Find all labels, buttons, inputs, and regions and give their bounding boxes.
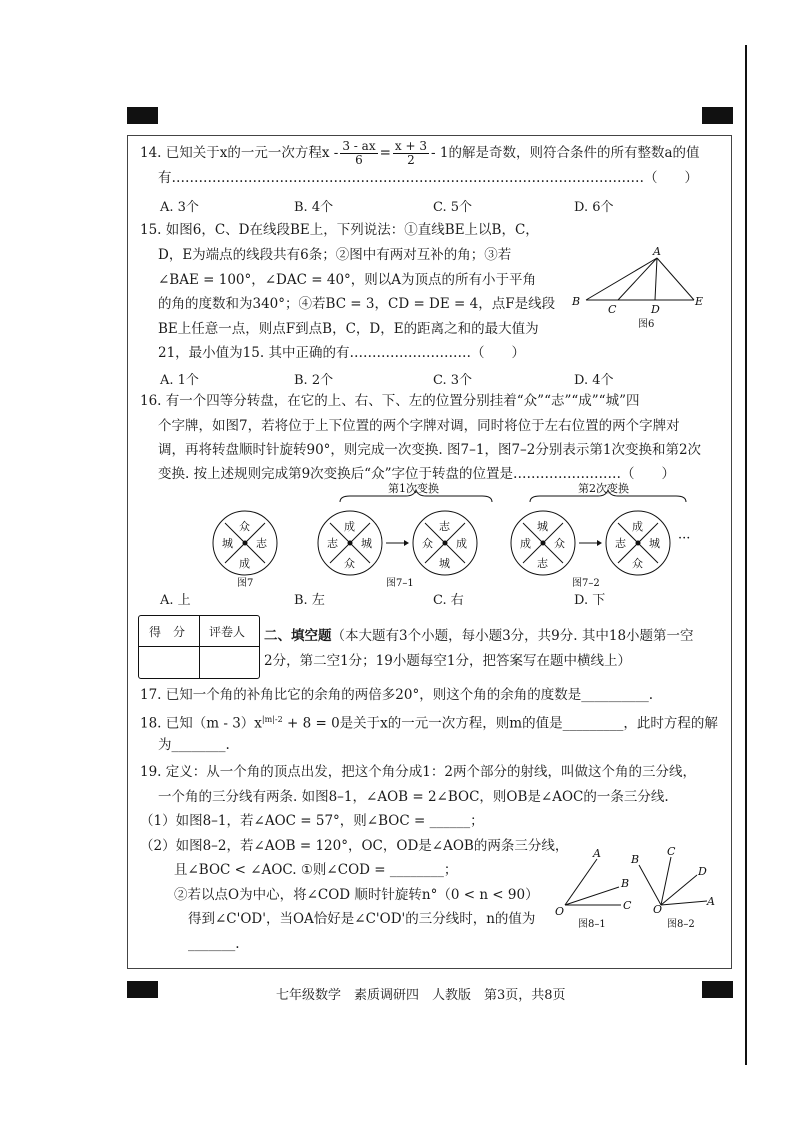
q14-frac2-denominator: 2 [407, 153, 415, 167]
fig6-line-ae [657, 258, 694, 300]
question-16-line2: 个字牌，如图7，若将位于上下位置的两个字牌对调，同时将位于左右位置的两个字牌对 [158, 418, 680, 434]
dial-fig7 [213, 511, 277, 575]
dial-2-top: 成 [344, 520, 355, 533]
dial-3-top: 志 [439, 520, 450, 533]
registration-mark-top-right [702, 107, 733, 124]
section-2-header [264, 624, 694, 648]
dial-fig7-1-a [318, 511, 382, 575]
q14-option-a[interactable]: A. 3个 [160, 200, 199, 215]
caption-fig7-2: 图7–2 [572, 578, 600, 589]
dial-3-bottom: 城 [439, 557, 450, 570]
dial-5-left: 志 [615, 537, 626, 550]
question-19-part1[interactable]: （1）如图8–1，若∠AOC = 57°，则∠BOC = ______； [140, 813, 484, 829]
dial-3-left: 众 [422, 537, 433, 550]
question-15-line2: D，E为端点的线段共有6条；②图中有两对互补的角；③若 [158, 247, 512, 263]
dial-fig7-2-b [606, 511, 670, 575]
dial-4-left: 成 [520, 537, 531, 550]
figure-7-dials [200, 480, 720, 590]
q14-frac1-numerator: 3 - ax [342, 139, 376, 153]
page-footer: 七年级数学 素质调研四 人教版 第3页，共8页 [276, 988, 566, 1003]
dial-5-right: 城 [649, 537, 660, 550]
question-16-line1: 16. 有一个四等分转盘，在它的上、右、下、左的位置分别挂着“众”“志”“成”“城”四 [140, 393, 640, 409]
question-16-line3: 调，再将转盘顺时针旋转90°，则完成一次变换. 图7–1，图7–2分别表示第1次变换和第2次 [158, 442, 702, 458]
question-19-line1: 19. 定义：从一个角的顶点出发，把这个角分成1：2两个部分的射线，叫做这个角的三分线， [140, 764, 696, 780]
q14-suffix: - 1的解是奇数，则符合条件的所有整数a的值 [431, 145, 700, 161]
fig8-2-label-b: B [631, 853, 640, 866]
question-19-part2-line1: （2）如图8–2，若∠AOB = 120°，OC，OD是∠AOB的两条三分线， [140, 838, 569, 854]
dial-2-left: 志 [327, 537, 338, 550]
dial-fig7-right: 志 [256, 537, 267, 550]
dial-5-bottom: 众 [632, 557, 643, 570]
q18-part-b: + 8 = 0是关于x的一元一次方程，则m的值是_________，此时方程的解 [282, 715, 718, 732]
score-label: 得 分 [149, 625, 186, 639]
fig8-2-label-d: D [698, 865, 707, 878]
question-15-line5: BE上任意一点，则点F到点B，C，D，E的距离之和的最大值为 [158, 321, 539, 337]
dial-fig7-bottom: 成 [239, 557, 250, 570]
dial-5-top: 成 [632, 520, 643, 533]
section-2-desc-1: （本大题有3个小题，每小题3分，共9分. 其中18小题第一空 [331, 628, 694, 644]
q15-option-b[interactable]: B. 2个 [294, 373, 334, 388]
fig8-2-label-a: A [707, 895, 715, 908]
dial-fig7-2-a [511, 511, 575, 575]
score-box [138, 615, 260, 679]
dial-2-bottom: 众 [344, 557, 355, 570]
q14-frac1-denominator: 6 [355, 153, 363, 167]
q18-part-a: 18. 已知（m - 3）x [140, 715, 262, 732]
fig8-1-ray-oa [565, 859, 597, 905]
question-15-line4: 的角的度数和为340°；④若BC = 3，CD = DE = 4，点F是线段 [158, 296, 556, 312]
fig6-label-b: B [572, 295, 581, 308]
reviewer-input-cell[interactable] [200, 647, 258, 677]
q14-option-c[interactable]: C. 5个 [433, 200, 473, 215]
fig6-line-ad [655, 258, 657, 300]
question-17[interactable]: 17. 已知一个角的补角比它的余角的两倍多20°，则这个角的余角的度数是__________. [140, 687, 653, 703]
q14-equals: = [379, 145, 391, 161]
dial-fig7-left: 城 [222, 537, 233, 550]
fig8-1-caption: 图8–1 [578, 919, 606, 930]
q15-option-a[interactable]: A. 1个 [160, 373, 199, 388]
registration-mark-bottom-right [702, 981, 733, 998]
section-2-desc-2: 2分，第二空1分；19小题每空1分，把答案写在题中横线上） [264, 653, 631, 669]
q16-option-b[interactable]: B. 左 [294, 593, 325, 608]
fig6-line-ac [618, 258, 657, 300]
q14-frac2-numerator: x + 3 [394, 139, 427, 153]
fig8-1-ray-ob [565, 887, 619, 905]
arrow-2-head [597, 540, 602, 546]
q15-option-c[interactable]: C. 3个 [433, 373, 473, 388]
score-input-cell[interactable] [140, 647, 198, 677]
q18-exponent: |m|-2 [261, 715, 283, 724]
question-18-line2[interactable]: 为________. [158, 737, 230, 753]
fig8-2-label-o: O [653, 903, 663, 916]
fig6-line-ab [586, 258, 657, 300]
dial-4-bottom: 志 [537, 557, 548, 570]
question-14-line2: 有……………………………………………………………………………………………（ ） [158, 170, 698, 186]
q14-fraction-2 [393, 140, 429, 167]
arrow-1-head [404, 540, 409, 546]
question-18-line1[interactable] [140, 708, 718, 736]
q14-option-b[interactable]: B. 4个 [294, 200, 334, 215]
registration-mark-bottom-left [127, 981, 158, 998]
fig8-1-label-a: A [593, 847, 601, 860]
dial-4-right: 众 [554, 537, 565, 550]
question-15-line6: 21，最小值为15. 其中正确的有………………………（ ） [158, 345, 525, 361]
dial-3-right: 成 [456, 537, 467, 550]
figure-6 [566, 245, 716, 335]
fig6-caption: 图6 [638, 319, 655, 330]
section-2-title: 二、填空题 [264, 628, 332, 644]
figure-8-2 [625, 845, 725, 930]
question-15-line1: 15. 如图6，C、D在线段BE上，下列说法：①直线BE上以B，C， [140, 222, 539, 238]
question-19-part2-line4: 得到∠C'OD'，当OA恰好是∠C'OD'的三分线时，n的值为 [188, 911, 536, 927]
fig8-2-caption: 图8–2 [667, 919, 695, 930]
fig6-label-c: C [608, 303, 617, 316]
question-16-line4: 变换. 按上述规则完成第9次变换后“众”字位于转盘的位置是……………………（ ） [158, 466, 675, 482]
q16-option-c[interactable]: C. 右 [433, 593, 464, 608]
brace-2-label: 第2次变换 [578, 482, 629, 495]
caption-fig7-1: 图7–1 [386, 578, 414, 589]
question-19-part2-line3: ②若以点O为中心，将∠COD 顺时针旋转n°（0 < n < 90） [174, 887, 539, 903]
question-19-part2-line5[interactable]: _______. [188, 936, 240, 952]
question-19-line2: 一个角的三分线有两条. 如图8–1，∠AOB = 2∠BOC，则OB是∠AOC的一条三分线. [158, 789, 669, 805]
fig8-2-label-c: C [667, 845, 676, 858]
fig6-label-a: A [653, 245, 661, 258]
dials-ellipsis: ··· [678, 531, 691, 546]
q16-option-d[interactable]: D. 下 [574, 593, 606, 608]
binding-line [745, 45, 747, 1065]
fig8-1-label-o: O [555, 905, 565, 918]
fig8-1-label-b: B [621, 877, 630, 890]
registration-mark-top-left [127, 107, 158, 124]
question-14-line1 [140, 140, 700, 167]
q16-option-a[interactable]: A. 上 [160, 593, 191, 608]
reviewer-label: 评卷人 [209, 625, 246, 639]
q14-prefix: 14. 已知关于x的一元一次方程x - [140, 145, 339, 161]
question-15-line3: ∠BAE = 100°，∠DAC = 40°，则以A为顶点的所有小于平角 [158, 272, 537, 288]
fig8-1-label-c: C [623, 899, 632, 912]
dial-4-top: 城 [537, 520, 548, 533]
fig6-label-e: E [695, 295, 704, 308]
q14-option-d[interactable]: D. 6个 [574, 200, 614, 215]
q15-option-d[interactable]: D. 4个 [574, 373, 614, 388]
dial-2-right: 城 [361, 537, 372, 550]
brace-1-label: 第1次变换 [388, 482, 439, 495]
q14-fraction-1 [340, 140, 377, 167]
fig8-2-ray-ob [639, 865, 661, 905]
dial-fig7-1-b [413, 511, 477, 575]
dial-fig7-top: 众 [239, 520, 250, 533]
fig8-2-ray-oa [661, 901, 707, 905]
question-19-part2-line2[interactable]: 且∠BOC < ∠AOC. ①则∠COD = ________； [174, 862, 458, 878]
caption-fig7: 图7 [237, 578, 254, 589]
fig6-label-d: D [651, 303, 660, 316]
